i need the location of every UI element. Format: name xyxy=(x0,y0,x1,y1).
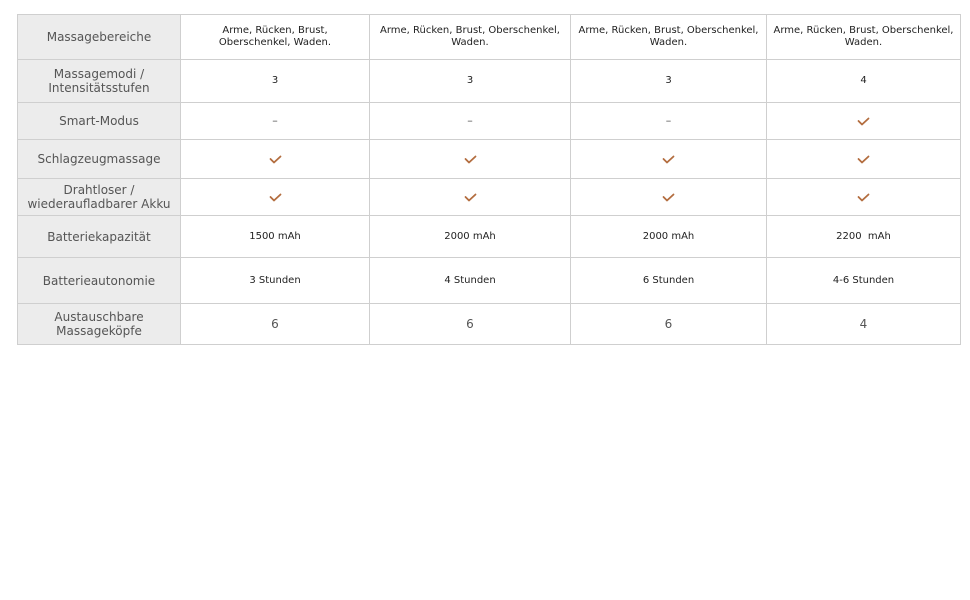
cell-batteriekapazitaet-4: 2200 mAh xyxy=(767,216,961,258)
cell-massagekoepfe-4: 4 xyxy=(767,304,961,345)
cell-massagemodi-2: 3 xyxy=(370,60,571,103)
cell-massagemodi-4: 4 xyxy=(767,60,961,103)
check-icon xyxy=(662,155,675,164)
cell-akku-1 xyxy=(181,179,370,216)
row-label-batteriekapazitaet: Batteriekapazität xyxy=(18,216,181,258)
check-icon xyxy=(662,193,675,202)
check-icon xyxy=(857,155,870,164)
cell-smart-modus-3: – xyxy=(571,103,767,140)
cell-massagebereiche-1: Arme, Rücken, Brust, Oberschenkel, Waden. xyxy=(181,15,370,60)
comparison-table xyxy=(17,14,961,345)
row-label-massagekoepfe: Austauschbare Massageköpfe xyxy=(18,304,181,345)
cell-massagemodi-1: 3 xyxy=(181,60,370,103)
cell-batterieautonomie-4: 4-6 Stunden xyxy=(767,258,961,304)
row-label-massagebereiche: Massagebereiche xyxy=(18,15,181,60)
cell-batterieautonomie-3: 6 Stunden xyxy=(571,258,767,304)
row-label-massagemodi: Massagemodi / Intensitätsstufen xyxy=(18,60,181,103)
row-label-akku: Drahtloser / wiederaufladbarer Akku xyxy=(18,179,181,216)
cell-massagemodi-3: 3 xyxy=(571,60,767,103)
cell-smart-modus-2: – xyxy=(370,103,571,140)
cell-schlagzeugmassage-2 xyxy=(370,140,571,179)
cell-batteriekapazitaet-3: 2000 mAh xyxy=(571,216,767,258)
cell-batterieautonomie-2: 4 Stunden xyxy=(370,258,571,304)
check-icon xyxy=(857,117,870,126)
check-icon xyxy=(269,155,282,164)
cell-akku-2 xyxy=(370,179,571,216)
check-icon xyxy=(464,193,477,202)
row-label-smart-modus: Smart-Modus xyxy=(18,103,181,140)
check-icon xyxy=(464,155,477,164)
cell-schlagzeugmassage-3 xyxy=(571,140,767,179)
cell-massagebereiche-3: Arme, Rücken, Brust, Oberschenkel, Waden. xyxy=(571,15,767,60)
cell-smart-modus-1: – xyxy=(181,103,370,140)
cell-massagekoepfe-1: 6 xyxy=(181,304,370,345)
row-label-batterieautonomie: Batterieautonomie xyxy=(18,258,181,304)
check-icon xyxy=(857,193,870,202)
check-icon xyxy=(269,193,282,202)
cell-batteriekapazitaet-2: 2000 mAh xyxy=(370,216,571,258)
cell-batterieautonomie-1: 3 Stunden xyxy=(181,258,370,304)
cell-massagekoepfe-3: 6 xyxy=(571,304,767,345)
cell-schlagzeugmassage-4 xyxy=(767,140,961,179)
cell-batteriekapazitaet-1: 1500 mAh xyxy=(181,216,370,258)
cell-massagebereiche-4: Arme, Rücken, Brust, Oberschenkel, Waden. xyxy=(767,15,961,60)
cell-massagekoepfe-2: 6 xyxy=(370,304,571,345)
cell-smart-modus-4 xyxy=(767,103,961,140)
cell-akku-4 xyxy=(767,179,961,216)
cell-schlagzeugmassage-1 xyxy=(181,140,370,179)
cell-akku-3 xyxy=(571,179,767,216)
cell-massagebereiche-2: Arme, Rücken, Brust, Oberschenkel, Waden. xyxy=(370,15,571,60)
row-label-schlagzeugmassage: Schlagzeugmassage xyxy=(18,140,181,179)
